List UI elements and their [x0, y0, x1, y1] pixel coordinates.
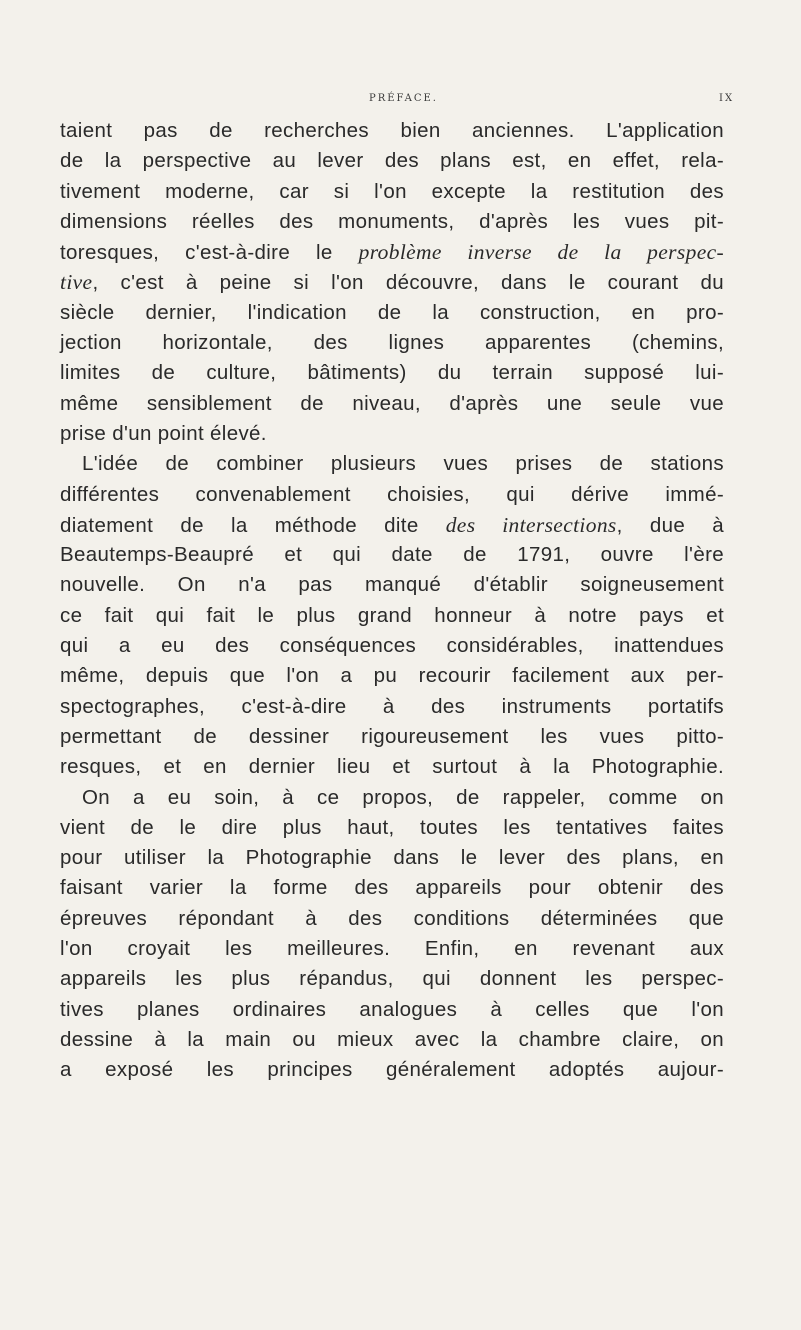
text-line: nouvelle. On n'a pas manqué d'établir soigneusement — [60, 573, 724, 597]
text-line: jection horizontale, des lignes apparentes (chemins, — [60, 331, 724, 355]
text-line: taient pas de recherches bien anciennes. L'application — [60, 119, 724, 142]
text-line: faisant varier la forme des appareils pour obtenir des — [60, 876, 724, 900]
page-number: IX — [719, 93, 735, 104]
running-head — [0, 93, 801, 109]
text-line: ce fait qui fait le plus grand honneur à notre pays et — [60, 603, 724, 627]
paragraph-start-line: On a eu soin, à ce propos, de rappeler, comme on — [82, 785, 724, 809]
text-line: prise d'un point élevé. — [60, 421, 267, 445]
text-line: vient de le dire plus haut, toutes les tentatives faites — [60, 815, 724, 839]
italic-phrase: des intersections — [445, 512, 617, 537]
text-line: même, depuis que l'on a pu recourir facilement aux per- — [60, 664, 724, 688]
text-line: siècle dernier, l'indication de la construction, en pro- — [60, 300, 724, 324]
text-line: dimensions réelles des monuments, d'après les vues pit- — [60, 209, 724, 233]
text-line: toresques, c'est-à-dire le problème inverse de la perspec- — [60, 240, 724, 265]
text-line: pour utiliser la Photographie dans le lever des plans, en — [60, 846, 724, 870]
text-line: de la perspective au lever des plans est, en effet, rela- — [60, 149, 724, 173]
text-line: Beautemps-Beaupré et qui date de 1791, ouvre l'ère — [60, 543, 724, 567]
running-title: PRÉFACE. — [369, 93, 438, 104]
text-line: spectographes, c'est-à-dire à des instruments portatifs — [60, 694, 724, 718]
text-line: épreuves répondant à des conditions déterminées que — [60, 906, 724, 930]
italic-phrase: tive — [60, 270, 93, 295]
text-line: l'on croyait les meilleures. Enfin, en revenant aux — [60, 937, 724, 961]
text-line: même sensiblement de niveau, d'après une seule vue — [60, 391, 724, 415]
paragraph-start-line: L'idée de combiner plusieurs vues prises de stations — [82, 452, 724, 476]
text-line: différentes convenablement choisies, qui dérive immé- — [60, 482, 724, 506]
text-line: appareils les plus répandus, qui donnent les perspec- — [60, 967, 724, 991]
body-text — [60, 116, 724, 1086]
italic-phrase: problème inverse de la perspec- — [358, 240, 724, 265]
text-line: limites de culture, bâtiments) du terrain supposé lui- — [60, 361, 724, 385]
text-line: diatement de la méthode dite des intersections, due à — [60, 512, 724, 537]
text-line: tive, c'est à peine si l'on découvre, dans le courant du — [60, 270, 724, 295]
text-line: resques, et en dernier lieu et surtout à la Photographie. — [60, 755, 724, 779]
text-line: qui a eu des conséquences considérables, inattendues — [60, 634, 724, 658]
text-line: a exposé les principes généralement adoptés aujour- — [60, 1058, 724, 1082]
text-line: tives planes ordinaires analogues à celles que l'on — [60, 997, 724, 1021]
text-line: permettant de dessiner rigoureusement les vues pitto- — [60, 724, 724, 748]
text-line: tivement moderne, car si l'on excepte la restitution des — [60, 179, 724, 203]
text-line: dessine à la main ou mieux avec la chambre claire, on — [60, 1027, 724, 1051]
